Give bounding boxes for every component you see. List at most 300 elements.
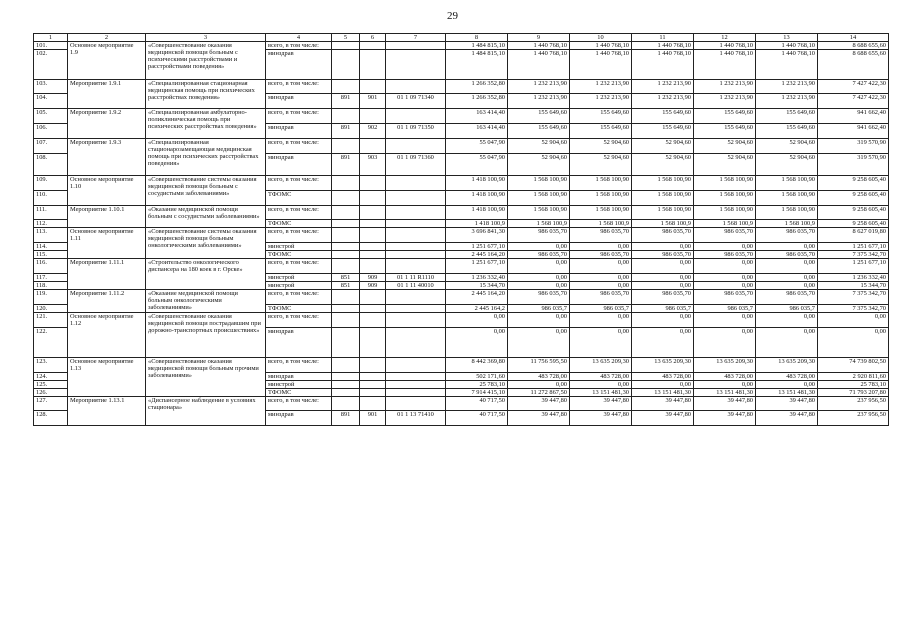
table-row [34, 42, 889, 50]
amount-cell: 986 035,70 [632, 228, 694, 243]
amount-cell: 39 447,80 [508, 411, 570, 426]
header-row [34, 34, 889, 42]
amount-cell: 986 035,70 [694, 228, 756, 243]
row-number: 120. [34, 305, 68, 313]
funding-source: всего, в том числе: [266, 358, 332, 373]
amount-cell: 1 236 332,40 [446, 274, 508, 282]
code-col-5 [332, 290, 360, 305]
amount-cell: 0,00 [508, 313, 570, 328]
amount-cell: 1 568 100,90 [570, 206, 632, 220]
code-col-6 [360, 389, 386, 397]
column-header: 12 [694, 34, 756, 42]
activity-name: Основное мероприятие 1.12 [68, 313, 146, 358]
activity-name: Мероприятие 1.11.1 [68, 259, 146, 290]
amount-cell: 986 035,7 [570, 305, 632, 313]
code-col-5 [332, 251, 360, 259]
amount-cell: 0,00 [632, 243, 694, 251]
code-col-6 [360, 397, 386, 411]
column-header: 2 [68, 34, 146, 42]
amount-cell: 1 266 352,80 [446, 94, 508, 109]
amount-cell: 55 047,90 [446, 139, 508, 154]
funding-source: минстрой [266, 274, 332, 282]
amount-cell: 986 035,7 [632, 305, 694, 313]
code-col-7 [386, 139, 446, 154]
amount-cell: 39 447,80 [756, 411, 818, 426]
row-number: 106. [34, 124, 68, 139]
amount-cell: 155 649,60 [508, 124, 570, 139]
amount-cell: 55 047,90 [446, 154, 508, 176]
amount-cell: 13 635 209,30 [632, 358, 694, 373]
code-col-5 [332, 305, 360, 313]
amount-cell: 9 258 605,40 [818, 176, 889, 191]
row-number: 108. [34, 154, 68, 176]
amount-cell: 0,00 [818, 313, 889, 328]
amount-cell: 1 568 100,90 [570, 176, 632, 191]
code-col-7 [386, 243, 446, 251]
funding-source: минстрой [266, 381, 332, 389]
amount-cell: 1 568 100,90 [756, 191, 818, 206]
column-header: 11 [632, 34, 694, 42]
code-col-7: 01 1 11 R1110 [386, 274, 446, 282]
code-col-7 [386, 251, 446, 259]
amount-cell: 25 783,10 [818, 381, 889, 389]
code-col-7 [386, 259, 446, 274]
table-row [34, 313, 889, 328]
amount-cell: 52 904,60 [570, 154, 632, 176]
amount-cell: 986 035,70 [694, 251, 756, 259]
row-number: 109. [34, 176, 68, 191]
activity-name: Мероприятие 1.9.3 [68, 139, 146, 176]
table-row [34, 206, 889, 220]
amount-cell: 155 649,60 [508, 109, 570, 124]
code-col-6 [360, 305, 386, 313]
amount-cell: 11 756 595,50 [508, 358, 570, 373]
amount-cell: 52 904,60 [694, 154, 756, 176]
code-col-5 [332, 228, 360, 243]
column-header: 14 [818, 34, 889, 42]
amount-cell: 1 418 100,90 [446, 176, 508, 191]
code-col-7 [386, 50, 446, 80]
row-number: 125. [34, 381, 68, 389]
amount-cell: 483 728,00 [694, 373, 756, 381]
code-col-5: 891 [332, 124, 360, 139]
amount-cell: 11 272 867,50 [508, 389, 570, 397]
activity-description: «Специализированная стационарозамещающая медицинская помощь при психических расстройствах поведения» [146, 139, 266, 176]
amount-cell: 986 035,70 [632, 290, 694, 305]
code-col-5 [332, 381, 360, 389]
amount-cell: 986 035,70 [508, 251, 570, 259]
code-col-6: 901 [360, 411, 386, 426]
funding-source: минздрав [266, 411, 332, 426]
funding-source: минстрой [266, 282, 332, 290]
row-number: 114. [34, 243, 68, 251]
activity-description: «Строительство онкологического диспансера на 180 коек в г. Орске» [146, 259, 266, 290]
amount-cell: 1 568 100,90 [570, 191, 632, 206]
amount-cell: 52 904,60 [756, 154, 818, 176]
amount-cell: 13 151 481,30 [756, 389, 818, 397]
code-col-7 [386, 176, 446, 191]
amount-cell: 39 447,80 [508, 397, 570, 411]
amount-cell: 0,00 [756, 313, 818, 328]
funding-source: минздрав [266, 124, 332, 139]
amount-cell: 1 232 213,90 [508, 80, 570, 94]
amount-cell: 483 728,00 [632, 373, 694, 381]
code-col-5 [332, 109, 360, 124]
amount-cell: 13 151 481,30 [570, 389, 632, 397]
code-col-5: 851 [332, 282, 360, 290]
code-col-6 [360, 191, 386, 206]
amount-cell: 0,00 [570, 328, 632, 358]
amount-cell: 39 447,80 [632, 411, 694, 426]
funding-source: всего, в том числе: [266, 397, 332, 411]
amount-cell: 1 568 100,90 [756, 206, 818, 220]
row-number: 111. [34, 206, 68, 220]
code-col-7 [386, 109, 446, 124]
code-col-6 [360, 206, 386, 220]
amount-cell: 52 904,60 [508, 139, 570, 154]
amount-cell: 1 251 677,10 [818, 259, 889, 274]
amount-cell: 1 418 100,90 [446, 191, 508, 206]
amount-cell: 1 568 100,9 [694, 220, 756, 228]
amount-cell: 1 266 352,80 [446, 80, 508, 94]
amount-cell: 1 440 768,10 [756, 50, 818, 80]
code-col-5 [332, 50, 360, 80]
table-row [34, 109, 889, 124]
funding-source: минздрав [266, 94, 332, 109]
amount-cell: 986 035,70 [756, 290, 818, 305]
code-col-5: 851 [332, 274, 360, 282]
funding-source: всего, в том числе: [266, 80, 332, 94]
code-col-5 [332, 328, 360, 358]
funding-source: ТФОМС [266, 389, 332, 397]
amount-cell: 9 258 605,40 [818, 220, 889, 228]
code-col-6 [360, 328, 386, 358]
funding-source: всего, в том числе: [266, 259, 332, 274]
amount-cell: 1 440 768,10 [570, 50, 632, 80]
amount-cell: 941 662,40 [818, 109, 889, 124]
table-row [34, 259, 889, 274]
table-row [34, 176, 889, 191]
amount-cell: 0,00 [632, 328, 694, 358]
code-col-6 [360, 259, 386, 274]
code-col-6 [360, 50, 386, 80]
funding-source: минздрав [266, 154, 332, 176]
amount-cell: 2 445 164,2 [446, 305, 508, 313]
amount-cell: 7 375 342,70 [818, 305, 889, 313]
amount-cell: 1 232 213,90 [694, 80, 756, 94]
funding-source: минстрой [266, 243, 332, 251]
column-header: 4 [266, 34, 332, 42]
amount-cell: 0,00 [446, 313, 508, 328]
code-col-7 [386, 191, 446, 206]
code-col-7 [386, 228, 446, 243]
code-col-6 [360, 373, 386, 381]
amount-cell: 163 414,40 [446, 124, 508, 139]
amount-cell: 155 649,60 [570, 109, 632, 124]
amount-cell: 0,00 [570, 243, 632, 251]
code-col-5 [332, 259, 360, 274]
row-number: 116. [34, 259, 68, 274]
code-col-6 [360, 220, 386, 228]
code-col-5 [332, 220, 360, 228]
column-header: 8 [446, 34, 508, 42]
amount-cell: 39 447,80 [694, 411, 756, 426]
amount-cell: 0,00 [570, 381, 632, 389]
code-col-5 [332, 397, 360, 411]
code-col-7 [386, 206, 446, 220]
amount-cell: 941 662,40 [818, 124, 889, 139]
code-col-6: 909 [360, 282, 386, 290]
code-col-7: 01 1 09 71360 [386, 154, 446, 176]
code-col-6 [360, 139, 386, 154]
amount-cell: 155 649,60 [694, 124, 756, 139]
amount-cell: 986 035,70 [508, 228, 570, 243]
amount-cell: 0,00 [446, 328, 508, 358]
amount-cell: 52 904,60 [632, 154, 694, 176]
row-number: 123. [34, 358, 68, 373]
activity-name: Основное мероприятие 1.13 [68, 358, 146, 397]
funding-source: всего, в том числе: [266, 42, 332, 50]
amount-cell: 0,00 [632, 274, 694, 282]
funding-source: минздрав [266, 50, 332, 80]
code-col-5: 891 [332, 154, 360, 176]
amount-cell: 1 568 100,90 [508, 206, 570, 220]
amount-cell: 0,00 [508, 259, 570, 274]
amount-cell: 0,00 [632, 259, 694, 274]
amount-cell: 52 904,60 [508, 154, 570, 176]
code-col-6 [360, 313, 386, 328]
amount-cell: 9 258 605,40 [818, 206, 889, 220]
amount-cell: 1 568 100,90 [694, 191, 756, 206]
amount-cell: 1 440 768,10 [694, 42, 756, 50]
amount-cell: 155 649,60 [756, 124, 818, 139]
row-number: 126. [34, 389, 68, 397]
funding-source: всего, в том числе: [266, 109, 332, 124]
amount-cell: 52 904,60 [570, 139, 632, 154]
amount-cell: 52 904,60 [694, 139, 756, 154]
activity-name: Мероприятие 1.9.1 [68, 80, 146, 109]
amount-cell: 986 035,70 [756, 228, 818, 243]
code-col-7 [386, 220, 446, 228]
amount-cell: 0,00 [694, 274, 756, 282]
code-col-7: 01 1 09 71340 [386, 94, 446, 109]
code-col-6 [360, 243, 386, 251]
amount-cell: 483 728,00 [508, 373, 570, 381]
amount-cell: 1 568 100,90 [756, 176, 818, 191]
amount-cell: 15 344,70 [818, 282, 889, 290]
code-col-6 [360, 176, 386, 191]
amount-cell: 2 445 164,20 [446, 290, 508, 305]
amount-cell: 0,00 [632, 381, 694, 389]
code-col-7: 01 1 09 71350 [386, 124, 446, 139]
code-col-7 [386, 305, 446, 313]
activity-description: «Совершенствование системы оказания медицинской помощи больным онкологическими заболеваниями» [146, 228, 266, 259]
column-header: 6 [360, 34, 386, 42]
code-col-7 [386, 389, 446, 397]
amount-cell: 13 151 481,30 [632, 389, 694, 397]
amount-cell: 986 035,70 [570, 290, 632, 305]
amount-cell: 483 728,00 [570, 373, 632, 381]
amount-cell: 502 171,60 [446, 373, 508, 381]
amount-cell: 986 035,7 [756, 305, 818, 313]
funding-source: всего, в том числе: [266, 139, 332, 154]
amount-cell: 13 635 209,30 [694, 358, 756, 373]
activity-description: «Совершенствование оказания медицинской помощи больным прочими заболеваниями» [146, 358, 266, 397]
amount-cell: 1 418 100,9 [446, 220, 508, 228]
code-col-5 [332, 389, 360, 397]
activity-description: «Совершенствование оказания медицинской помощи пострадавшим при дорожно-транспортных происшествиях» [146, 313, 266, 358]
row-number: 110. [34, 191, 68, 206]
code-col-6 [360, 42, 386, 50]
code-col-6 [360, 80, 386, 94]
amount-cell: 155 649,60 [632, 124, 694, 139]
amount-cell: 1 440 768,10 [508, 42, 570, 50]
table-row [34, 397, 889, 411]
code-col-5: 891 [332, 94, 360, 109]
amount-cell: 237 956,50 [818, 411, 889, 426]
amount-cell: 986 035,70 [570, 228, 632, 243]
amount-cell: 7 375 342,70 [818, 251, 889, 259]
table-row [34, 139, 889, 154]
code-col-7 [386, 358, 446, 373]
amount-cell: 0,00 [508, 328, 570, 358]
code-col-7 [386, 397, 446, 411]
amount-cell: 483 728,00 [756, 373, 818, 381]
amount-cell: 2 920 811,60 [818, 373, 889, 381]
amount-cell: 13 151 481,30 [694, 389, 756, 397]
activity-description: «Специализированная стационарная медицинская помощь при психических расстройствах поведения» [146, 80, 266, 109]
amount-cell: 0,00 [756, 243, 818, 251]
amount-cell: 7 427 422,30 [818, 94, 889, 109]
amount-cell: 1 236 332,40 [818, 274, 889, 282]
amount-cell: 0,00 [570, 313, 632, 328]
amount-cell: 39 447,80 [694, 397, 756, 411]
code-col-6 [360, 109, 386, 124]
code-col-5 [332, 42, 360, 50]
amount-cell: 1 440 768,10 [632, 50, 694, 80]
budget-table [33, 33, 889, 426]
code-col-7 [386, 381, 446, 389]
funding-source: ТФОМС [266, 251, 332, 259]
row-number: 107. [34, 139, 68, 154]
column-header: 7 [386, 34, 446, 42]
code-col-7 [386, 80, 446, 94]
row-number: 113. [34, 228, 68, 243]
amount-cell: 986 035,70 [570, 251, 632, 259]
activity-name: Основное мероприятие 1.9 [68, 42, 146, 80]
column-header: 3 [146, 34, 266, 42]
row-number: 101. [34, 42, 68, 50]
code-col-6: 909 [360, 274, 386, 282]
amount-cell: 39 447,80 [570, 411, 632, 426]
column-header: 1 [34, 34, 68, 42]
row-number: 115. [34, 251, 68, 259]
row-number: 124. [34, 373, 68, 381]
amount-cell: 1 440 768,10 [694, 50, 756, 80]
amount-cell: 7 375 342,70 [818, 290, 889, 305]
table-row [34, 80, 889, 94]
column-header: 13 [756, 34, 818, 42]
code-col-5 [332, 373, 360, 381]
amount-cell: 1 232 213,90 [632, 80, 694, 94]
amount-cell: 1 418 100,90 [446, 206, 508, 220]
amount-cell: 0,00 [508, 274, 570, 282]
amount-cell: 7 427 422,30 [818, 80, 889, 94]
amount-cell: 1 251 677,10 [818, 243, 889, 251]
funding-source: ТФОМС [266, 305, 332, 313]
row-number: 104. [34, 94, 68, 109]
amount-cell: 1 440 768,10 [632, 42, 694, 50]
code-col-5 [332, 176, 360, 191]
amount-cell: 1 440 768,10 [756, 42, 818, 50]
amount-cell: 1 568 100,90 [632, 176, 694, 191]
code-col-6 [360, 290, 386, 305]
row-number: 117. [34, 274, 68, 282]
funding-source: всего, в том числе: [266, 206, 332, 220]
amount-cell: 155 649,60 [570, 124, 632, 139]
amount-cell: 986 035,70 [694, 290, 756, 305]
amount-cell: 1 232 213,90 [756, 80, 818, 94]
code-col-7: 01 1 11 40010 [386, 282, 446, 290]
code-col-7 [386, 328, 446, 358]
amount-cell: 1 568 100,90 [508, 191, 570, 206]
activity-description: «Специализированная амбулаторно-поликлиническая помощь при психических расстройствах поведения» [146, 109, 266, 139]
funding-source: всего, в том числе: [266, 313, 332, 328]
row-number: 105. [34, 109, 68, 124]
amount-cell: 0,00 [756, 381, 818, 389]
amount-cell: 8 442 369,80 [446, 358, 508, 373]
amount-cell: 1 568 100,9 [508, 220, 570, 228]
amount-cell: 0,00 [570, 259, 632, 274]
amount-cell: 986 035,70 [632, 251, 694, 259]
column-header: 10 [570, 34, 632, 42]
amount-cell: 1 232 213,90 [694, 94, 756, 109]
code-col-7 [386, 42, 446, 50]
amount-cell: 2 445 164,20 [446, 251, 508, 259]
amount-cell: 25 783,10 [446, 381, 508, 389]
amount-cell: 0,00 [818, 328, 889, 358]
amount-cell: 1 568 100,90 [632, 191, 694, 206]
amount-cell: 74 739 802,50 [818, 358, 889, 373]
amount-cell: 319 570,90 [818, 139, 889, 154]
amount-cell: 0,00 [756, 259, 818, 274]
row-number: 127. [34, 397, 68, 411]
amount-cell: 8 627 019,80 [818, 228, 889, 243]
amount-cell: 0,00 [508, 243, 570, 251]
table-row [34, 228, 889, 243]
row-number: 103. [34, 80, 68, 94]
activity-description: «Оказание медицинской помощи больным с сосудистыми заболеваниями» [146, 206, 266, 228]
funding-source: ТФОМС [266, 220, 332, 228]
amount-cell: 15 344,70 [446, 282, 508, 290]
amount-cell: 0,00 [570, 282, 632, 290]
amount-cell: 0,00 [632, 282, 694, 290]
activity-description: «Совершенствование оказания медицинской помощи больным с психическими расстройствами и расстройствами поведения» [146, 42, 266, 80]
activity-description: «Оказание медицинской помощи больным онкологическими заболеваниями» [146, 290, 266, 313]
funding-source: всего, в том числе: [266, 228, 332, 243]
amount-cell: 1 568 100,9 [632, 220, 694, 228]
amount-cell: 1 440 768,10 [570, 42, 632, 50]
activity-name: Мероприятие 1.9.2 [68, 109, 146, 139]
code-col-6 [360, 381, 386, 389]
amount-cell: 0,00 [508, 381, 570, 389]
row-number: 122. [34, 328, 68, 358]
activity-name: Основное мероприятие 1.10 [68, 176, 146, 206]
amount-cell: 155 649,60 [694, 109, 756, 124]
code-col-5 [332, 191, 360, 206]
amount-cell: 0,00 [694, 328, 756, 358]
amount-cell: 1 568 100,9 [570, 220, 632, 228]
